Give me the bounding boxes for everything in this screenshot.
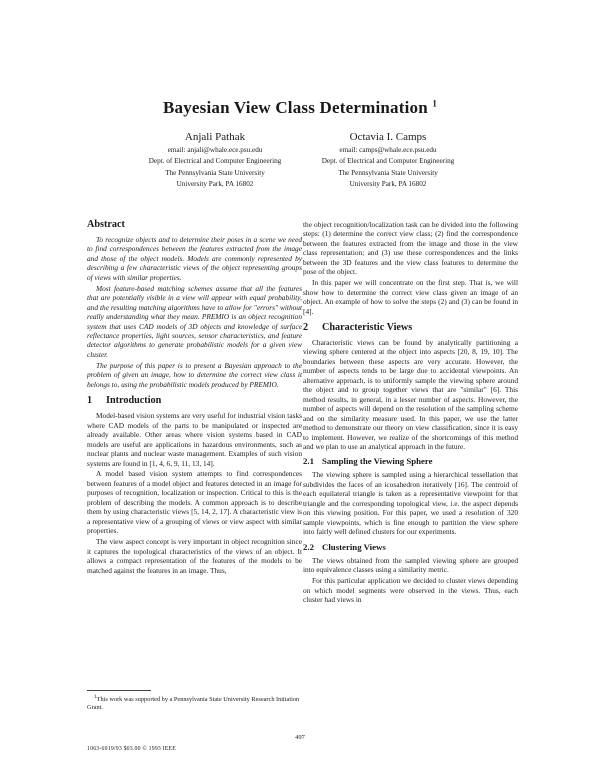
footnote [87,693,302,712]
author-city: University Park, PA 16802 [176,180,254,189]
footnote-text: This work was supported by a Pennsylvania State University Research Initiation Grant. [87,696,300,712]
title-footnote-mark: 1 [432,98,438,109]
subsection-title: Clustering Views [322,541,386,552]
intro-paragraph-3: The view aspect concept is very important in object recognition since it captures the topological characteristics of the views of an object. It allows a compact representation of the features of the models to be matched against the features in an image. Thus, [87,537,302,575]
abstract-paragraph-1: To recognize objects and to determine their poses in a scene we need to find correspondences between the features extracted from the image and those of the object models. Models are commonly represented by describing a few characteristic views of the object representing groups of views with similar properties. [87,235,302,282]
subsection-heading-clustering [303,542,518,553]
intro-paragraph-1: Model-based vision systems are very useful for industrial vision tasks where CAD models of the parts to be manipulated or inspected are already available. Other areas where vision systems based in CAD models are useful are applications in hazardous environments, such as nuclear plants and nuclear waste management. Examples of such vision systems are found in [1, 4, 6, 9, 11, 13, 14]. [87,411,302,468]
subsection-number: 2.2 [303,541,314,552]
right-paragraph-1: the object recognition/localization task can be divided into the following steps: (1) determine the correct view class; (2) find the correspondence between the features extracted from the image and those in the view class representation; and (3) use these correspondences and the links between the 3D features and the view class features to determine the pose of the object. [303,220,518,277]
author-name: Octavia I. Camps [349,131,427,143]
abstract-paragraph-2: Most feature-based matching schemes assume that all the features that are potentially visible in a view will appear with equal probability, and the resulting matching algorithms have to allow for "errors" without really understanding what they mean. PREMIO is an object recognition system that uses CAD models of 3D objects and knowledge of surface reflectance properties, light sources, sensor characteristics, and feature detector algorithms to generate probabilistic models for a given view cluster. [87,283,302,359]
subsection-title: Sampling the Viewing Sphere [322,456,433,467]
author-city: University Park, PA 16802 [349,180,427,189]
author-univ: The Pennsylvania State University [338,168,438,177]
author-block-2 [288,132,488,191]
footnote-rule [87,690,151,691]
sec22-paragraph-2: For this particular application we decided to cluster views depending on which model segments were observed in the views. Thus, each cluster had views in [303,576,518,604]
subsection-heading-sampling [303,456,518,467]
footnote-mark: 1 [94,694,97,700]
copyright-line: 1063-6919/93 $03.00 © 1993 IEEE [87,746,177,752]
sec22-paragraph-1: The views obtained from the sampled viewing sphere are grouped into equivalence classes using a similarity metric. [303,555,518,575]
section-heading-introduction [87,395,302,407]
section-title: Introduction [106,395,162,407]
intro-paragraph-2: A model based vision system attempts to find correspondences between features of a model object and features detected in an image for purposes of recognition, localization or inspection. Critical to this is the problem of describing the models. A common approach is to describe them by using characteristic views [5, 14, 2, 17]. A characteristic view is a representative view of a grouping of views or view aspect with similar properties. [87,469,302,536]
sec21-paragraph-1: The viewing sphere is sampled using a hierarchical tessellation that subdivides the faces of an icosahedron iteratively [16]. The centroid of each equilateral triangle is taken as a representative viewpoint for that triangle and the corresponding topological view, i.e. the aspect depends on this viewing position. For this paper, we used a resolution of 320 sample viewpoints, which is fine enough to partition the view sphere into fairly well defined clusters for our experiments. [303,470,518,537]
section-number: 2 [303,322,309,334]
section-number: 1 [87,395,93,407]
author-block-1 [115,132,315,191]
page-number: 497 [295,734,305,741]
author-dept: Dept. of Electrical and Computer Engineering [148,157,282,166]
section-title: Characteristic Views [322,322,413,334]
author-email: email: anjali@whale.ece.psu.edu [167,145,263,154]
author-email: email: camps@whale.ece.psu.edu [339,145,437,154]
right-column [303,220,518,606]
section-heading-characteristic-views [303,322,518,334]
paper-title: Bayesian View Class Determination $^1$ [162,98,438,117]
sec2-paragraph-1: Characteristic views can be found by analytically partitioning a viewing sphere centered at the object into aspects [20, 8, 19, 10]. The boundaries between these aspects are very accurate. However, the number of aspects tends to be large due to accidental viewpoints. An alternative approach, is to uniformly sample the viewing sphere around the object and to group together views that are "similar" [6]. This method results, in general, in a lesser number of aspects. However, the number of aspects will depend on the resolution of the sampling scheme and on the similarity measure used. In this paper, we use the latter method to demonstrate our theory on view classification, since it is easy to implement. However, we realize of the shortcomings of this method and we plan to use an analytical approach in the future. [303,338,518,452]
subsection-number: 2.1 [303,456,314,467]
abstract-paragraph-3: The purpose of this paper is to present a Bayesian approach to the problem of given an image, how to determine the correct view class it belongs to, using the probabilistic models produced by PREMIO. [87,360,302,389]
left-column [87,213,302,576]
author-univ: The Pennsylvania State University [165,168,265,177]
author-name: Anjali Pathak [184,131,246,143]
abstract-heading: Abstract [87,219,125,230]
right-paragraph-2: In this paper we will concentrate on the first step. That is, we will show how to determine the correct view class given an image of an object. An example of how to solve the steps (2) and (3) can be found in [4]. [303,278,518,316]
author-dept: Dept. of Electrical and Computer Engineering [321,157,455,166]
